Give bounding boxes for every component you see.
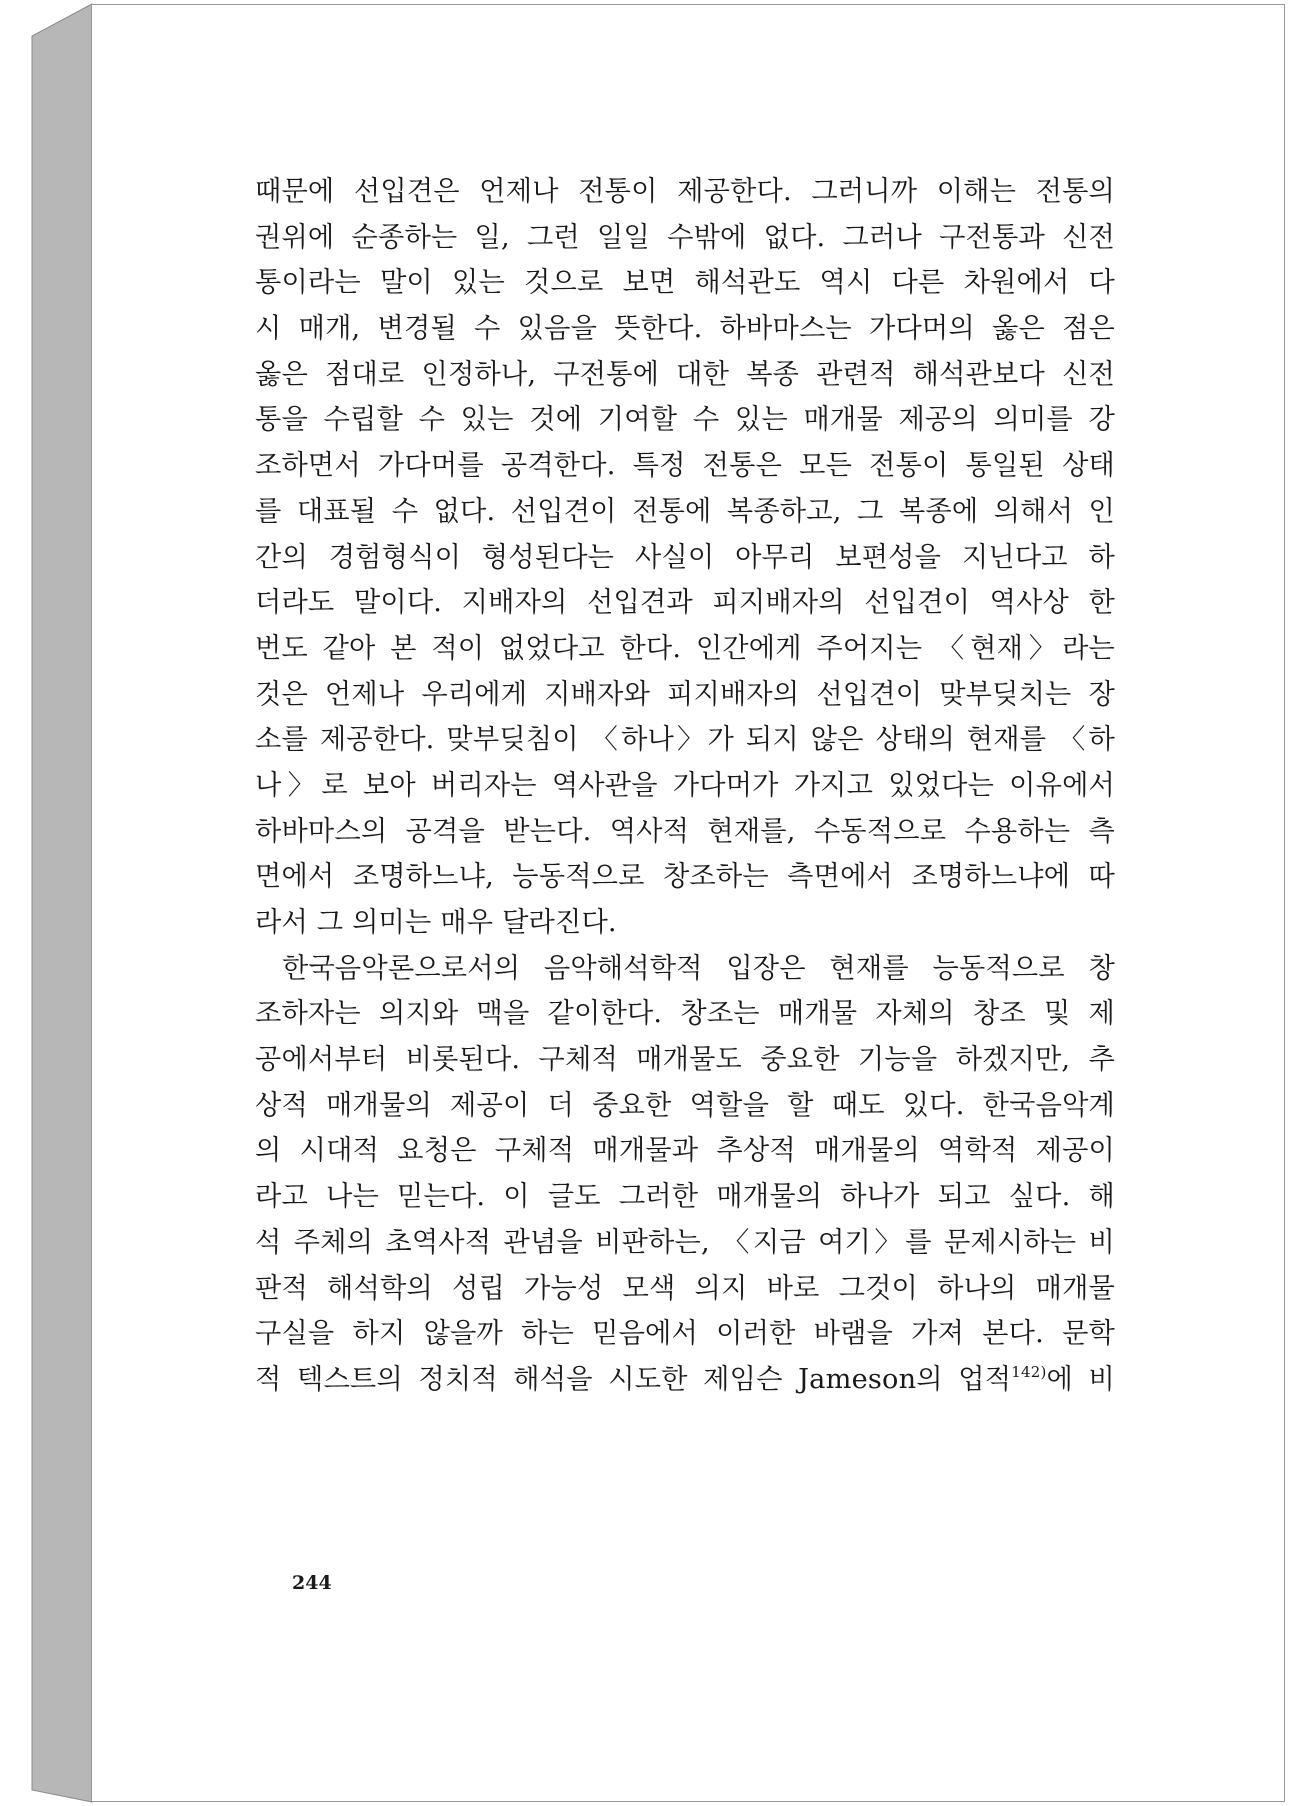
text-line: 공에서부터 비롯된다. 구체적 매개물도 중요한 기능을 하겠지만, 추 — [255, 1044, 1115, 1076]
text-line: 라고 나는 믿는다. 이 글도 그러한 매개물의 하나가 되고 싶다. 해 — [255, 1181, 1115, 1213]
text-line: 때문에 선입견은 언제나 전통이 제공한다. 그러니까 이해는 전통의 — [255, 176, 1115, 207]
text-line: 한국음악론으로서의 음악해석학적 입장은 현재를 능동적으로 창 — [282, 952, 1115, 984]
text-line: 조하면서 가다머를 공격한다. 특정 전통은 모든 전통이 통일된 상태 — [255, 450, 1115, 482]
text-line: 것은 언제나 우리에게 지배자와 피지배자의 선입견이 맞부딪치는 장 — [255, 678, 1115, 710]
text-line: 더라도 말이다. 지배자의 선입견과 피지배자의 선입견이 역사상 한 — [255, 587, 1115, 619]
text-line: 라서 그 의미는 매우 달라진다. — [255, 907, 617, 938]
text-line: 조하자는 의지와 맥을 같이한다. 창조는 매개물 자체의 창조 및 제 — [255, 998, 1115, 1030]
page-number: 244 — [292, 1572, 332, 1594]
text-line — [255, 1357, 1115, 1403]
body-text — [255, 169, 1115, 1403]
text-line: 통을 수립할 수 있는 것에 기여할 수 있는 매개물 제공의 의미를 강 — [255, 404, 1115, 436]
text-line: 통이라는 말이 있는 것으로 보면 해석관도 역시 다른 차원에서 다 — [255, 267, 1115, 299]
text-line: 면에서 조명하느냐, 능동적으로 창조하는 측면에서 조명하느냐에 따 — [255, 861, 1115, 893]
text-line: 석 주체의 초역사적 관념을 비판하는, 〈지금 여기〉를 문제시하는 비 — [255, 1226, 1115, 1258]
text-line: 를 대표될 수 없다. 선입견이 전통에 복종하고, 그 복종에 의해서 인 — [255, 495, 1115, 527]
text-line: 소를 제공한다. 맞부딪침이 〈하나〉가 되지 않은 상태의 현재를 〈하 — [255, 724, 1115, 756]
text-line: 구실을 하지 않을까 하는 믿음에서 이러한 바램을 가져 본다. 문학 — [255, 1318, 1115, 1350]
text-line: 하바마스의 공격을 받는다. 역사적 현재를, 수동적으로 수용하는 측 — [255, 815, 1115, 847]
text-line: 시 매개, 변경될 수 있음을 뜻한다. 하바마스는 가다머의 옳은 점은 — [255, 313, 1115, 345]
text-line: 나〉로 보아 버리자는 역사관을 가다머가 가지고 있었다는 이유에서 — [255, 769, 1115, 801]
text-segment: 에 비 — [1046, 1363, 1115, 1395]
text-line: 간의 경험형식이 형성된다는 사실이 아무리 보편성을 지닌다고 하 — [255, 541, 1115, 573]
text-line: 권위에 순종하는 일, 그런 일일 수밖에 없다. 그러나 구전통과 신전 — [255, 221, 1115, 253]
footnote-reference: 142) — [1011, 1362, 1047, 1381]
text-line: 상적 매개물의 제공이 더 중요한 역할을 할 때도 있다. 한국음악계 — [255, 1089, 1115, 1121]
text-line: 판적 해석학의 성립 가능성 모색 의지 바로 그것이 하나의 매개물 — [255, 1272, 1115, 1304]
text-segment: 적 텍스트의 정치적 해석을 시도한 제임슨 Jameson의 업적 — [255, 1363, 1012, 1395]
text-line: 번도 같아 본 적이 없었다고 한다. 인간에게 주어지는 〈현재〉라는 — [255, 632, 1115, 664]
text-line: 옳은 점대로 인정하나, 구전통에 대한 복종 관련적 해석관보다 신전 — [255, 358, 1115, 390]
text-line: 의 시대적 요청은 구체적 매개물과 추상적 매개물의 역학적 제공이 — [255, 1135, 1115, 1167]
